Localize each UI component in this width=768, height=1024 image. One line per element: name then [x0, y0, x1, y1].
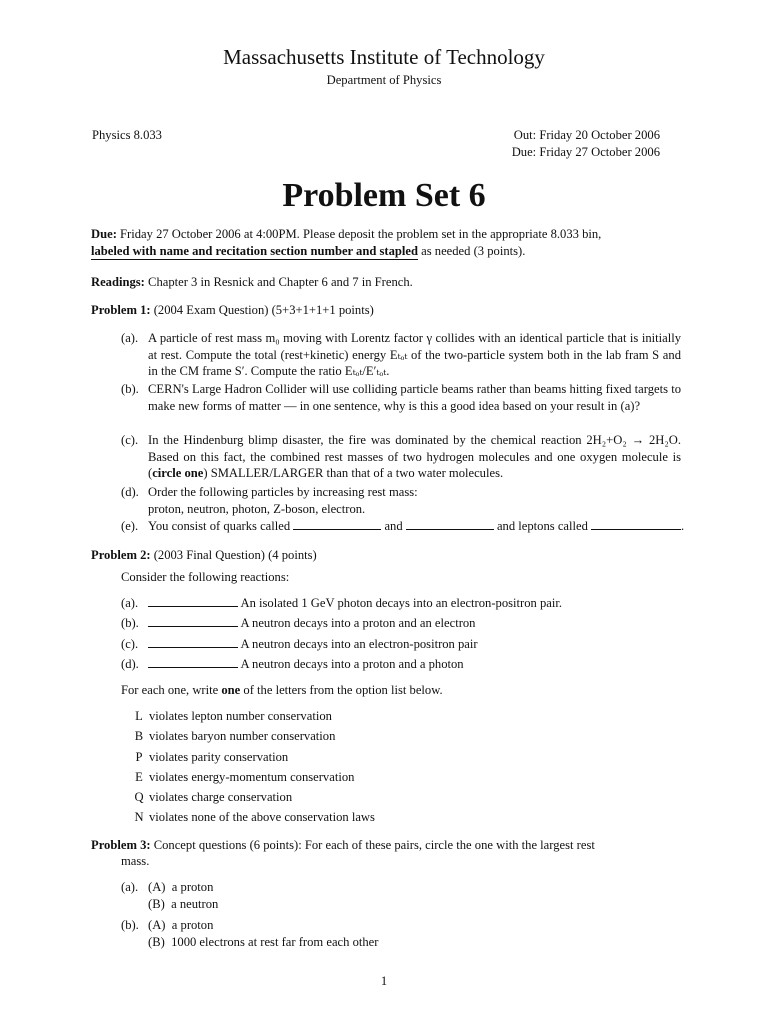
item-label: (b). — [121, 382, 139, 396]
due-text: Friday 27 October 2006 at 4:00PM. Please deposit the problem set in the appropriate 8.033 bin, — [116, 227, 602, 241]
problem1-heading — [91, 302, 685, 319]
item-label: (e). — [121, 519, 139, 533]
reaction-row-a: (a). An isolated 1 GeV photon decays into an electron-positron pair. — [121, 596, 563, 610]
answer-blank[interactable] — [148, 615, 238, 627]
page-number: 1 — [380, 974, 388, 988]
institution-name: Massachusetts Institute of Technology — [223, 45, 545, 69]
problem1-item-e — [121, 518, 711, 535]
problem2-instruction: For each one, write one of the letters from the option list below. — [121, 683, 443, 697]
problem2-header: (2003 Final Question) (4 points) — [150, 548, 317, 562]
course-number: Physics 8.033 — [92, 128, 162, 142]
choice-b-text: a neutron — [171, 897, 219, 911]
problem1-item-b — [121, 381, 681, 414]
due-underlined: labeled with name and recitation section number and stapled — [91, 243, 418, 258]
due-text-2: as needed (3 points). — [418, 243, 526, 258]
reaction-row-c: (c). A neutron decays into an electron-positron pair — [121, 637, 478, 651]
item-label: (a). — [121, 331, 139, 345]
item-text: You consist of quarks called and and leptons called . — [148, 519, 685, 533]
problem2-label: Problem 2: — [91, 548, 151, 562]
item-text: Order the following particles by increasing rest mass: proton, neutron, photon, Z-boson, electron. — [148, 485, 418, 516]
reaction-row-d: (d). A neutron decays into a proton and a photon — [121, 657, 464, 671]
due-label: Due: — [91, 227, 117, 241]
answer-blank[interactable] — [148, 595, 238, 607]
choice-b-text: 1000 electrons at rest far from each other — [171, 935, 379, 949]
answer-blank[interactable] — [148, 636, 238, 648]
choice-a-label: (A) — [148, 880, 166, 894]
department-name: Department of Physics — [326, 73, 442, 87]
problem1-item-d — [121, 484, 681, 517]
due-date: Due: Friday 27 October 2006 — [511, 144, 660, 159]
problem2-heading — [91, 547, 685, 564]
date-block — [480, 127, 660, 160]
item-label: (c). — [121, 433, 139, 447]
readings-text: Chapter 3 in Resnick and Chapter 6 and 7 in French. — [144, 275, 413, 289]
choice-a-text: a proton — [171, 918, 214, 932]
answer-blank[interactable] — [591, 518, 681, 530]
reaction-row-b: (b). A neutron decays into a proton and an electron — [121, 616, 476, 630]
problem3-label: Problem 3: — [91, 838, 151, 852]
choice-b-label: (B) — [148, 897, 165, 911]
answer-blank[interactable] — [148, 656, 238, 668]
item-text: A particle of rest mass m₀ moving with Lorentz factor γ collides with an identical particle that is initially at rest. Compute the total (rest+kinetic) energy Eₜₒₜ of the two-particle system both in the lab fram S and in the CM frame S′. Compute the ratio Eₜₒₜ/E′ₜₒₜ. — [148, 331, 681, 379]
out-date: Out: Friday 20 October 2006 — [513, 128, 660, 142]
problem1-header: (2004 Exam Question) (5+3+1+1+1 points) — [150, 303, 374, 317]
problem3-heading — [91, 837, 595, 854]
problem1-label: Problem 1: — [91, 303, 151, 317]
problem2-intro: Consider the following reactions: — [121, 570, 290, 584]
readings-paragraph — [91, 274, 685, 291]
problem1-item-c — [121, 432, 681, 482]
readings-label: Readings: — [91, 275, 145, 289]
answer-blank[interactable] — [293, 518, 381, 530]
item-text: In the Hindenburg blimp disaster, the fire was dominated by the chemical reaction 2H₂+O₂ → 2H₂O. Based on this fact, the combined rest masses of two hydrogen molecules and one oxygen molecule is (circle one) SMALLER/LARGER than that of a two water molecules. — [148, 433, 681, 481]
item-label: (d). — [121, 485, 139, 499]
page-title: Problem Set 6 — [282, 177, 486, 214]
choice-a-label: (A) — [148, 918, 166, 932]
choice-a-text: a proton — [171, 880, 214, 894]
problem3-header-cont: mass. — [121, 854, 150, 868]
problem1-item-a — [121, 330, 681, 380]
item-text: CERN's Large Hadron Collider will use colliding particle beams rather than beams hitting fixed targets to make new forms of matter — in one sentence, why is this a good idea based on your result in (a)? — [148, 382, 681, 413]
answer-blank[interactable] — [406, 518, 494, 530]
choice-b-label: (B) — [148, 935, 165, 949]
problem3-header: Concept questions (6 points): For each of these pairs, circle the one with the largest rest — [150, 838, 595, 852]
due-paragraph — [91, 226, 685, 259]
